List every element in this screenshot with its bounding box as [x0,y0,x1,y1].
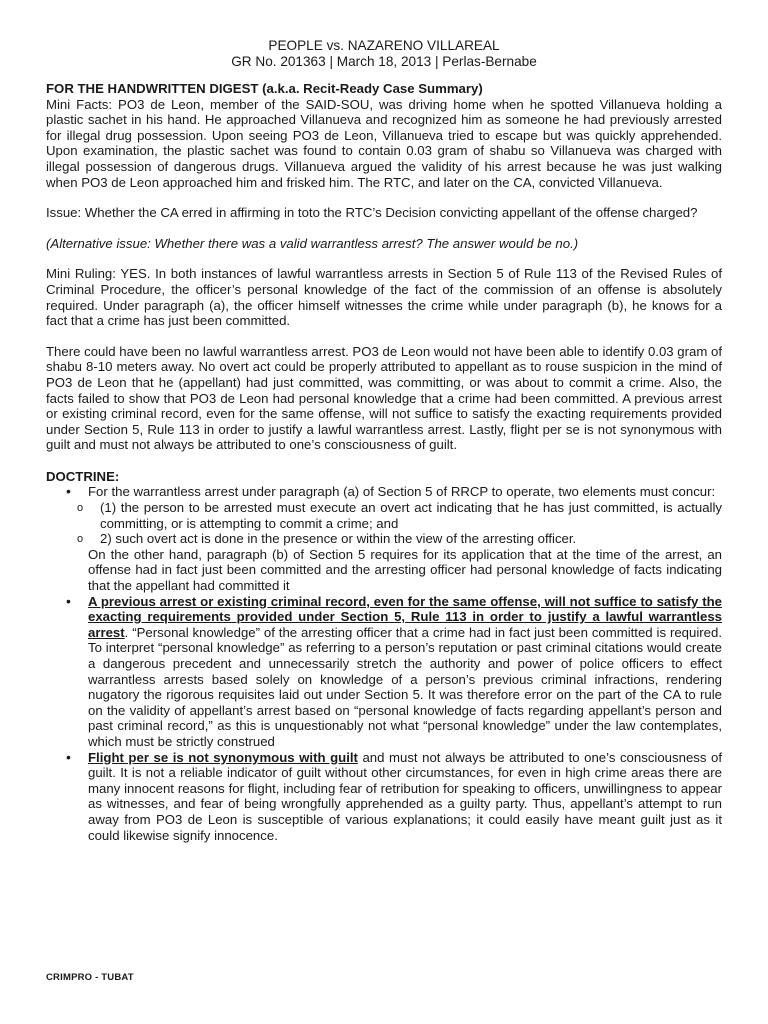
case-citation: GR No. 201363 | March 18, 2013 | Perlas-Bernabe [231,54,537,69]
mini-facts: Mini Facts: PO3 de Leon, member of the SAID-SOU, was driving home when he spotted Villanueva holding a plastic sachet in his hand. He approached Villanueva and recognized him as someone he had previously arrested for illegal drug possession. Upon seeing PO3 de Leon, Villanueva tried to escape but was quickly apprehended. Upon examination, the plastic sachet was found to contain 0.03 gram of shabu so Villanueva was charged with illegal possession of dangerous drugs. Villanueva argued the validity of his arrest because he was just walking when PO3 de Leon approached him and frisked him. The RTC, and later on the CA, convicted Villanueva. [46,96,722,190]
doctrine-item-elements [46,484,722,500]
element-item-2: o 2) such overt act is done in the presence or within the view of the arresting officer. [74,531,722,547]
mini-ruling: Mini Ruling: YES. In both instances of lawful warrantless arrests in Section 5 of Rule 113 of the Revised Rules of Criminal Procedure, the officer’s personal knowledge of the fact of the commission of an offense is absolutely required. Under paragraph (a), the officer himself witnesses the crime while under paragraph (b), he knows for a fact that a crime has just been committed. [46,266,722,329]
footer-label: CRIMPRO - TUBAT [46,972,134,983]
doctrine-item-previous-arrest [46,594,722,750]
doctrine-body: . “Personal knowledge” of the arresting officer that a crime had in fact just been committed is required. To interpret “personal knowledge” as referring to a person’s reputation or past criminal citations would create a dangerous precedent and unnecessarily stretch the authority and power of police officers to effect warrantless arrests based solely on knowledge of a person’s previous criminal infractions, rendering nugatory the rigorous requisites laid out under Section 5. It was therefore error on the part of the CA to rule on the validity of appellant’s arrest based on “personal knowledge of facts regarding appellant’s person and past criminal record,” as this is unquestionably not what “personal knowledge” under the law contemplates, which must be strictly construed [88,624,722,749]
doctrine-item-text: For the warrantless arrest under paragraph (a) of Section 5 of RRCP to operate, two elements must concur: [88,484,716,500]
doctrine-emphasis-flight: Flight per se is not synonymous with guilt [88,749,358,765]
ruling-continuation: There could have been no lawful warrantless arrest. PO3 de Leon would not have been able to identify 0.03 gram of shabu 8-10 meters away. No overt act could be properly attributed to appellant as to rouse suspicion in the mind of PO3 de Leon that he (appellant) had just committed, was committing, or was about to commit a crime. Also, the facts failed to show that PO3 de Leon had personal knowledge that a crime had been committed. A previous arrest or existing criminal record, even for the same offense, will not suffice to satisfy the exacting requirements provided under Section 5, Rule 113 in order to justify a lawful warrantless arrest. Lastly, flight per se is not synonymous with guilt and must not always be attributed to one’s consciousness of guilt. [46,343,722,453]
case-title: PEOPLE vs. NAZARENO VILLAREAL [268,38,500,53]
elements-sublist [46,500,722,547]
doctrine-item-flight [46,750,722,844]
element-item-1: o (1) the person to be arrested must execute an overt act indicating that he has just committed, is actually committing, or is attempting to commit a crime; and [74,500,722,531]
doctrine-list [46,484,722,500]
issue: Issue: Whether the CA erred in affirming in toto the RTC’s Decision convicting appellant of the offense charged? [46,205,698,221]
doctrine-list-3 [46,750,722,844]
doctrine-body-flight: and must not always be attributed to one’s consciousness of guilt. It is not a reliable indicator of guilt without other circumstances, for even in high crime areas there are many innocent reasons for flight, including fear of retribution for speaking to officers, unwillingness to appear as witnesses, and fear of being wrongfully apprehended as a guilty party. Thus, appellant’s attempt to run away from PO3 de Leon is susceptible of various explanations; it could easily have meant guilt just as it could likewise signify innocence. [88,749,723,843]
doctrine-heading: DOCTRINE: [46,468,120,484]
paragraph-b-note: On the other hand, paragraph (b) of Section 5 requires for its application that at the time of the arrest, an offense had in fact just been committed and the arresting officer had personal knowledge of facts indicating that the appellant had committed it [88,546,722,594]
digest-heading: FOR THE HANDWRITTEN DIGEST (a.k.a. Recit-Ready Case Summary) [46,81,483,96]
alternative-issue: (Alternative issue: Whether there was a valid warrantless arrest? The answer would be no.) [46,235,579,251]
doctrine-emphasis: A previous arrest or existing criminal record, even for the same offense, will not suffice to satisfy the exacting requirements provided under Section 5, Rule 113 in order to justify a lawful warrantless arrest [88,593,722,640]
doctrine-list-2 [46,594,722,750]
